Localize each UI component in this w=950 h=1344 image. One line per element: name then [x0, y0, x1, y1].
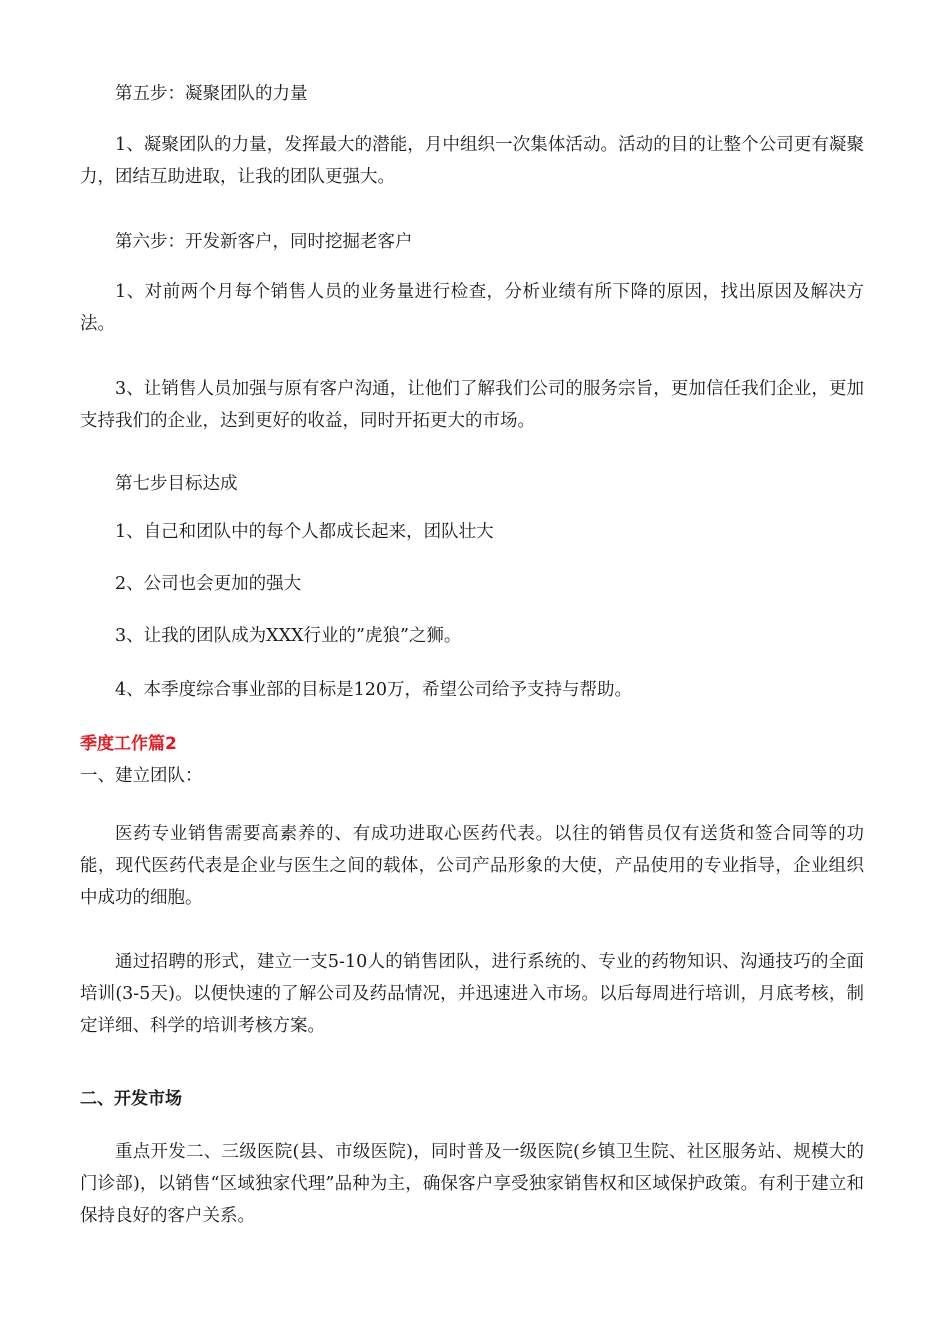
- paragraph: 医药专业销售需要高素养的、有成功进取心医药代表。以往的销售员仅有送货和签合同等的功能，现代医药代表是企业与医生之间的载体，公司产品形象的大使，产品使用的专业指导，企业组织中成功的细胞。: [80, 824, 864, 908]
- paragraph: 1、对前两个月每个销售人员的业务量进行检查，分析业绩有所下降的原因，找出原因及解决方法。: [80, 282, 864, 334]
- list-item: 4、本季度综合事业部的目标是120万，希望公司给予支持与帮助。: [115, 680, 633, 700]
- paragraph: 3、让销售人员加强与原有客户沟通，让他们了解我们公司的服务宗旨，更加信任我们企业，更加支持我们的企业，达到更好的收益，同时开拓更大的市场。: [80, 379, 864, 431]
- step-seven-heading: 第七步目标达成: [115, 474, 238, 494]
- paragraph: 通过招聘的形式，建立一支5-10人的销售团队，进行系统的、专业的药物知识、沟通技巧的全面培训(3-5天)。以便快速的了解公司及药品情况，并迅速进入市场。以后每周进行培训，月底考核，制定详细、科学的培训考核方案。: [80, 952, 864, 1036]
- section-title: 季度工作篇2: [80, 734, 177, 754]
- step-six-heading: 第六步：开发新客户，同时挖掘老客户: [115, 232, 413, 252]
- subsection-heading-bold: 二、开发市场: [80, 1089, 182, 1109]
- list-item: 3、让我的团队成为XXX行业的”虎狼”之狮。: [115, 626, 462, 646]
- list-item: 2、公司也会更加的强大: [115, 574, 302, 594]
- step-five-heading: 第五步：凝聚团队的力量: [115, 84, 308, 104]
- paragraph: 重点开发二、三级医院(县、市级医院)，同时普及一级医院(乡镇卫生院、社区服务站、规模大的门诊部)，以销售“区域独家代理”品种为主，确保客户享受独家销售权和区域保护政策。有利于建立和保持良好的客户关系。: [80, 1142, 864, 1226]
- subsection-heading: 一、建立团队：: [80, 766, 203, 786]
- list-item: 1、自己和团队中的每个人都成长起来，团队壮大: [115, 522, 494, 542]
- paragraph: 1、凝聚团队的力量，发挥最大的潜能，月中组织一次集体活动。活动的目的让整个公司更有凝聚力，团结互助进取，让我的团队更强大。: [80, 135, 864, 187]
